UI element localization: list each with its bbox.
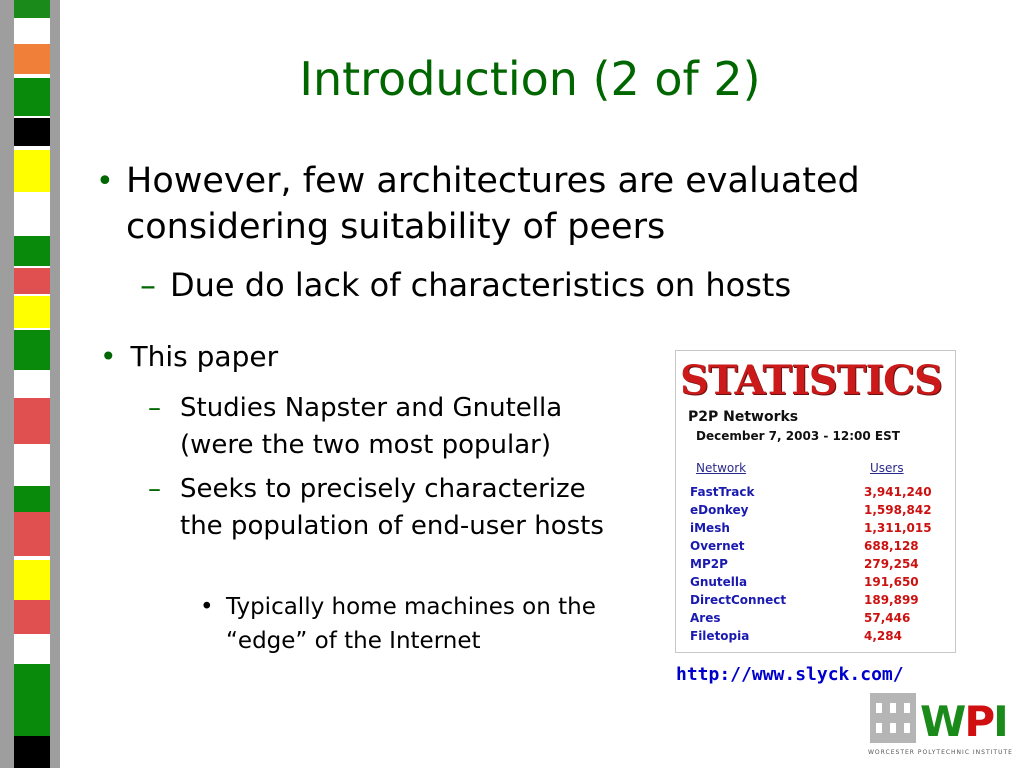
user-count: 279,254 [864,557,919,571]
table-row [676,575,955,593]
user-count: 1,311,015 [864,521,932,535]
wpi-wordmark [920,697,1007,746]
table-row [676,503,955,521]
strip-block [14,512,50,556]
strip-block [14,560,50,600]
bullet-dot: • [200,594,214,620]
network-name: iMesh [690,521,730,535]
user-count: 191,650 [864,575,919,589]
strip-block [14,296,50,328]
network-name: Filetopia [690,629,750,643]
strip-block [14,600,50,634]
network-name: MP2P [690,557,728,571]
strip-block [14,236,50,266]
wpi-tagline: WORCESTER POLYTECHNIC INSTITUTE [868,749,1013,756]
stats-heading: P2P Networks [688,409,799,425]
wpi-letter-p: P [964,697,994,746]
user-count: 688,128 [864,539,919,553]
strip-block [14,118,50,146]
table-row [676,557,955,575]
strip-block [14,0,50,18]
bullet-dash: – [148,393,161,423]
bullet-text: This paper [130,340,279,373]
table-row [676,629,955,647]
bullet-text: However, few architectures are evaluated considering suitability of peers [126,161,860,247]
bullet-level2 [140,266,791,304]
bullet-dash: – [148,474,161,504]
column-header-network: Network [696,461,747,475]
user-count: 189,899 [864,593,919,607]
bullet-text: Studies Napster and Gnutella (were the two most popular) [180,393,563,460]
bullet-text: Seeks to precisely characterize the population of end-user hosts [180,474,604,541]
wpi-logo [866,693,1012,759]
bullet-dot: • [96,164,114,199]
strip-block [14,330,50,370]
strip-gray-edge [0,0,14,768]
table-row [676,485,955,503]
bullet-level1-paper [100,340,278,373]
user-count: 3,941,240 [864,485,932,499]
table-row [676,539,955,557]
network-name: DirectConnect [690,593,787,607]
strip-block [14,664,50,736]
user-count: 1,598,842 [864,503,932,517]
network-name: Gnutella [690,575,748,589]
building-icon [870,693,916,743]
strip-block [14,268,50,294]
table-row [676,611,955,629]
stats-date: December 7, 2003 - 12:00 EST [696,429,900,443]
statistics-image [675,350,956,653]
bullet-text: Due do lack of characteristics on hosts [170,266,792,304]
user-count: 4,284 [864,629,902,643]
table-row [676,593,955,611]
decorative-side-strip [0,0,60,768]
source-link[interactable]: http://www.slyck.com/ [676,664,904,685]
slide-title: Introduction (2 of 2) [299,52,761,106]
user-count: 57,446 [864,611,911,625]
network-name: FastTrack [690,485,755,499]
strip-block [14,486,50,512]
strip-block [14,398,50,444]
strip-block [14,736,50,768]
network-name: Overnet [690,539,745,553]
bullet-dash: – [140,266,156,304]
wpi-letter-w: W [920,697,965,746]
table-row [676,521,955,539]
network-name: eDonkey [690,503,749,517]
statistics-logo: STATISTICS [680,357,942,404]
strip-gray-edge [50,0,60,768]
network-name: Ares [690,611,721,625]
bullet-text: Typically home machines on the “edge” of the Internet [226,594,596,654]
strip-block [14,150,50,192]
bullet-dot: • [100,340,117,373]
column-header-users: Users [870,461,904,475]
wpi-letter-i: I [993,697,1007,746]
